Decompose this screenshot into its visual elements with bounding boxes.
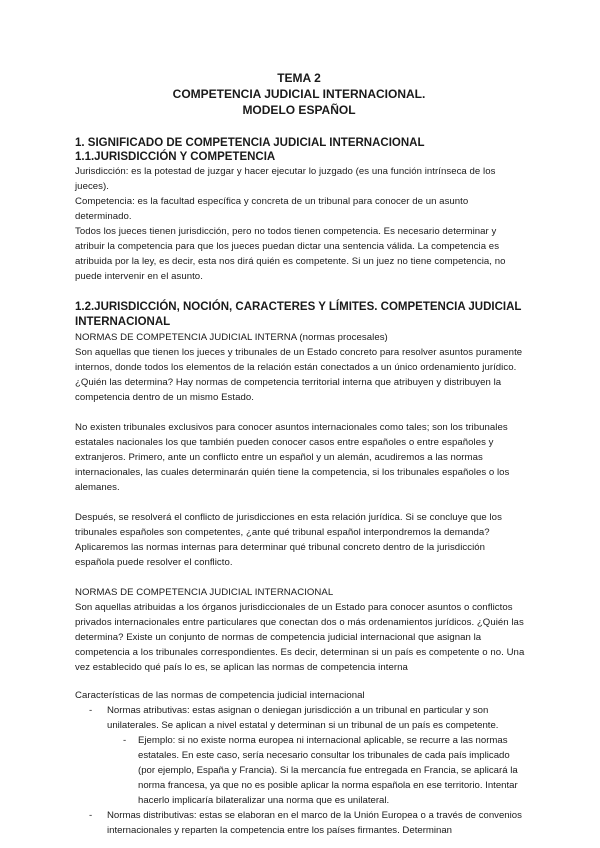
section-1-2-heading: 1.2.JURISDICCIÓN, NOCIÓN, CARACTERES Y LÍMITES. COMPETENCIA JUDICIAL INTERNACIONAL <box>75 301 522 328</box>
paragraph-tribunales-exclusivos: No existen tribunales exclusivos para conocer asuntos internacionales como tales; son los tribunales estatales nacionales los que también pueden conocer casos entre españoles o entre españoles y extranjeros. Primero, ante un conflicto entre un español y un alemán, acudiremos a las normas internacionales, las cuales determinarán quién tiene la competencia, si los tribunales españoles o los alemanes. <box>75 422 510 493</box>
bullet-dash: - <box>89 705 93 716</box>
caracteristicas-list <box>75 703 527 838</box>
internacional-paragraph: Son aquellas atribuidas a los órganos jurisdiccionales de un Estado para conocer asuntos o conflictos privados internacionales entre particulares que conectan dos o más ordenamientos jurídicos. ¿Quién las determina? Existe un conjunto de normas de competencia judicial internacional que asignan la competencia a los tribunales correspondientes. Es decir, determinan si un país es competente o no. Una vez establecido qué país lo es, se aplican las normas de competencia interna <box>75 602 525 673</box>
bullet-dash: - <box>123 735 127 746</box>
document-title <box>71 70 527 118</box>
caracteristicas-subtitle: Características de las normas de competencia judicial internacional <box>75 690 365 701</box>
list-item-distributivas <box>75 808 527 838</box>
internacional-subtitle: NORMAS DE COMPETENCIA JUDICIAL INTERNACIONAL <box>75 587 334 598</box>
interna-subtitle: NORMAS DE COMPETENCIA JUDICIAL INTERNA (normas procesales) <box>75 332 388 343</box>
definition-competencia: Competencia: es la facultad específica y concreta de un tribunal para conocer de un asunto determinado. <box>75 196 469 222</box>
section-1-heading: 1. SIGNIFICADO DE COMPETENCIA JUDICIAL INTERNACIONAL <box>75 137 425 149</box>
bullet-dash: - <box>89 810 93 821</box>
list-item-text: Normas distributivas: estas se elaboran en el marco de la Unión Europea o a través de convenios internacionales y reparten la competencia entre los países firmantes. Determinan <box>107 810 522 836</box>
section-1-1-heading: 1.1.JURISDICCIÓN Y COMPETENCIA <box>75 151 276 163</box>
list-item-atributivas <box>75 703 527 808</box>
definition-jurisdiccion: Jurisdicción: es la potestad de juzgar y hacer ejecutar lo juzgado (es una función intrínseca de los jueces). <box>75 166 496 192</box>
interna-paragraph: Son aquellas que tienen los jueces y tribunales de un Estado concreto para resolver asuntos puramente internos, donde todos los elementos de la relación están conectados a un único ordenamiento jurídico. ¿Quién las determina? Hay normas de competencia territorial interna que atribuyen y distribuyen la competencia dentro de un mismo Estado. <box>75 347 523 403</box>
paragraph-jueces: Todos los jueces tienen jurisdicción, pero no todos tienen competencia. Es necesario determinar y atribuir la competencia para que los jueces puedan dictar una sentencia válida. La competencia es atribuida por la ley, es decir, esta nos dirá quién es competente. Si un juez no tiene competencia, no puede intervenir en el asunto. <box>75 226 506 282</box>
sub-list-item-ejemplo <box>107 733 527 808</box>
sub-list <box>107 733 527 808</box>
sub-list-item-text: Ejemplo: si no existe norma europea ni internacional aplicable, se recurre a las normas estatales. En este caso, sería necesario consultar los tribunales de cada país implicado (por ejemplo, España y Francia). Si la mercancía fue entregada en Francia, se aplicará la norma francesa, ya que no es posible aplicar la norma española en ese territorio. Intentar hacerlo implicaría bilateralizar una norma que es unilateral. <box>138 735 518 806</box>
list-item-text: Normas atributivas: estas asignan o deniegan jurisdicción a un tribunal en particular y son unilaterales. Se aplican a nivel estatal y determinan si un tribunal de un país es competente. <box>107 705 499 731</box>
title-line-3: MODELO ESPAÑOL <box>242 103 356 117</box>
title-line-1: TEMA 2 <box>277 71 321 85</box>
document-page <box>75 70 527 838</box>
title-line-2: COMPETENCIA JUDICIAL INTERNACIONAL. <box>172 87 426 101</box>
paragraph-despues: Después, se resolverá el conflicto de jurisdicciones en esta relación jurídica. Si se concluye que los tribunales españoles son competentes, ¿ante qué tribunal español interpondremos la demanda? Aplicaremos las normas internas para determinar qué tribunal concreto dentro de la jurisdicción española puede resolver el conflicto. <box>75 512 502 568</box>
